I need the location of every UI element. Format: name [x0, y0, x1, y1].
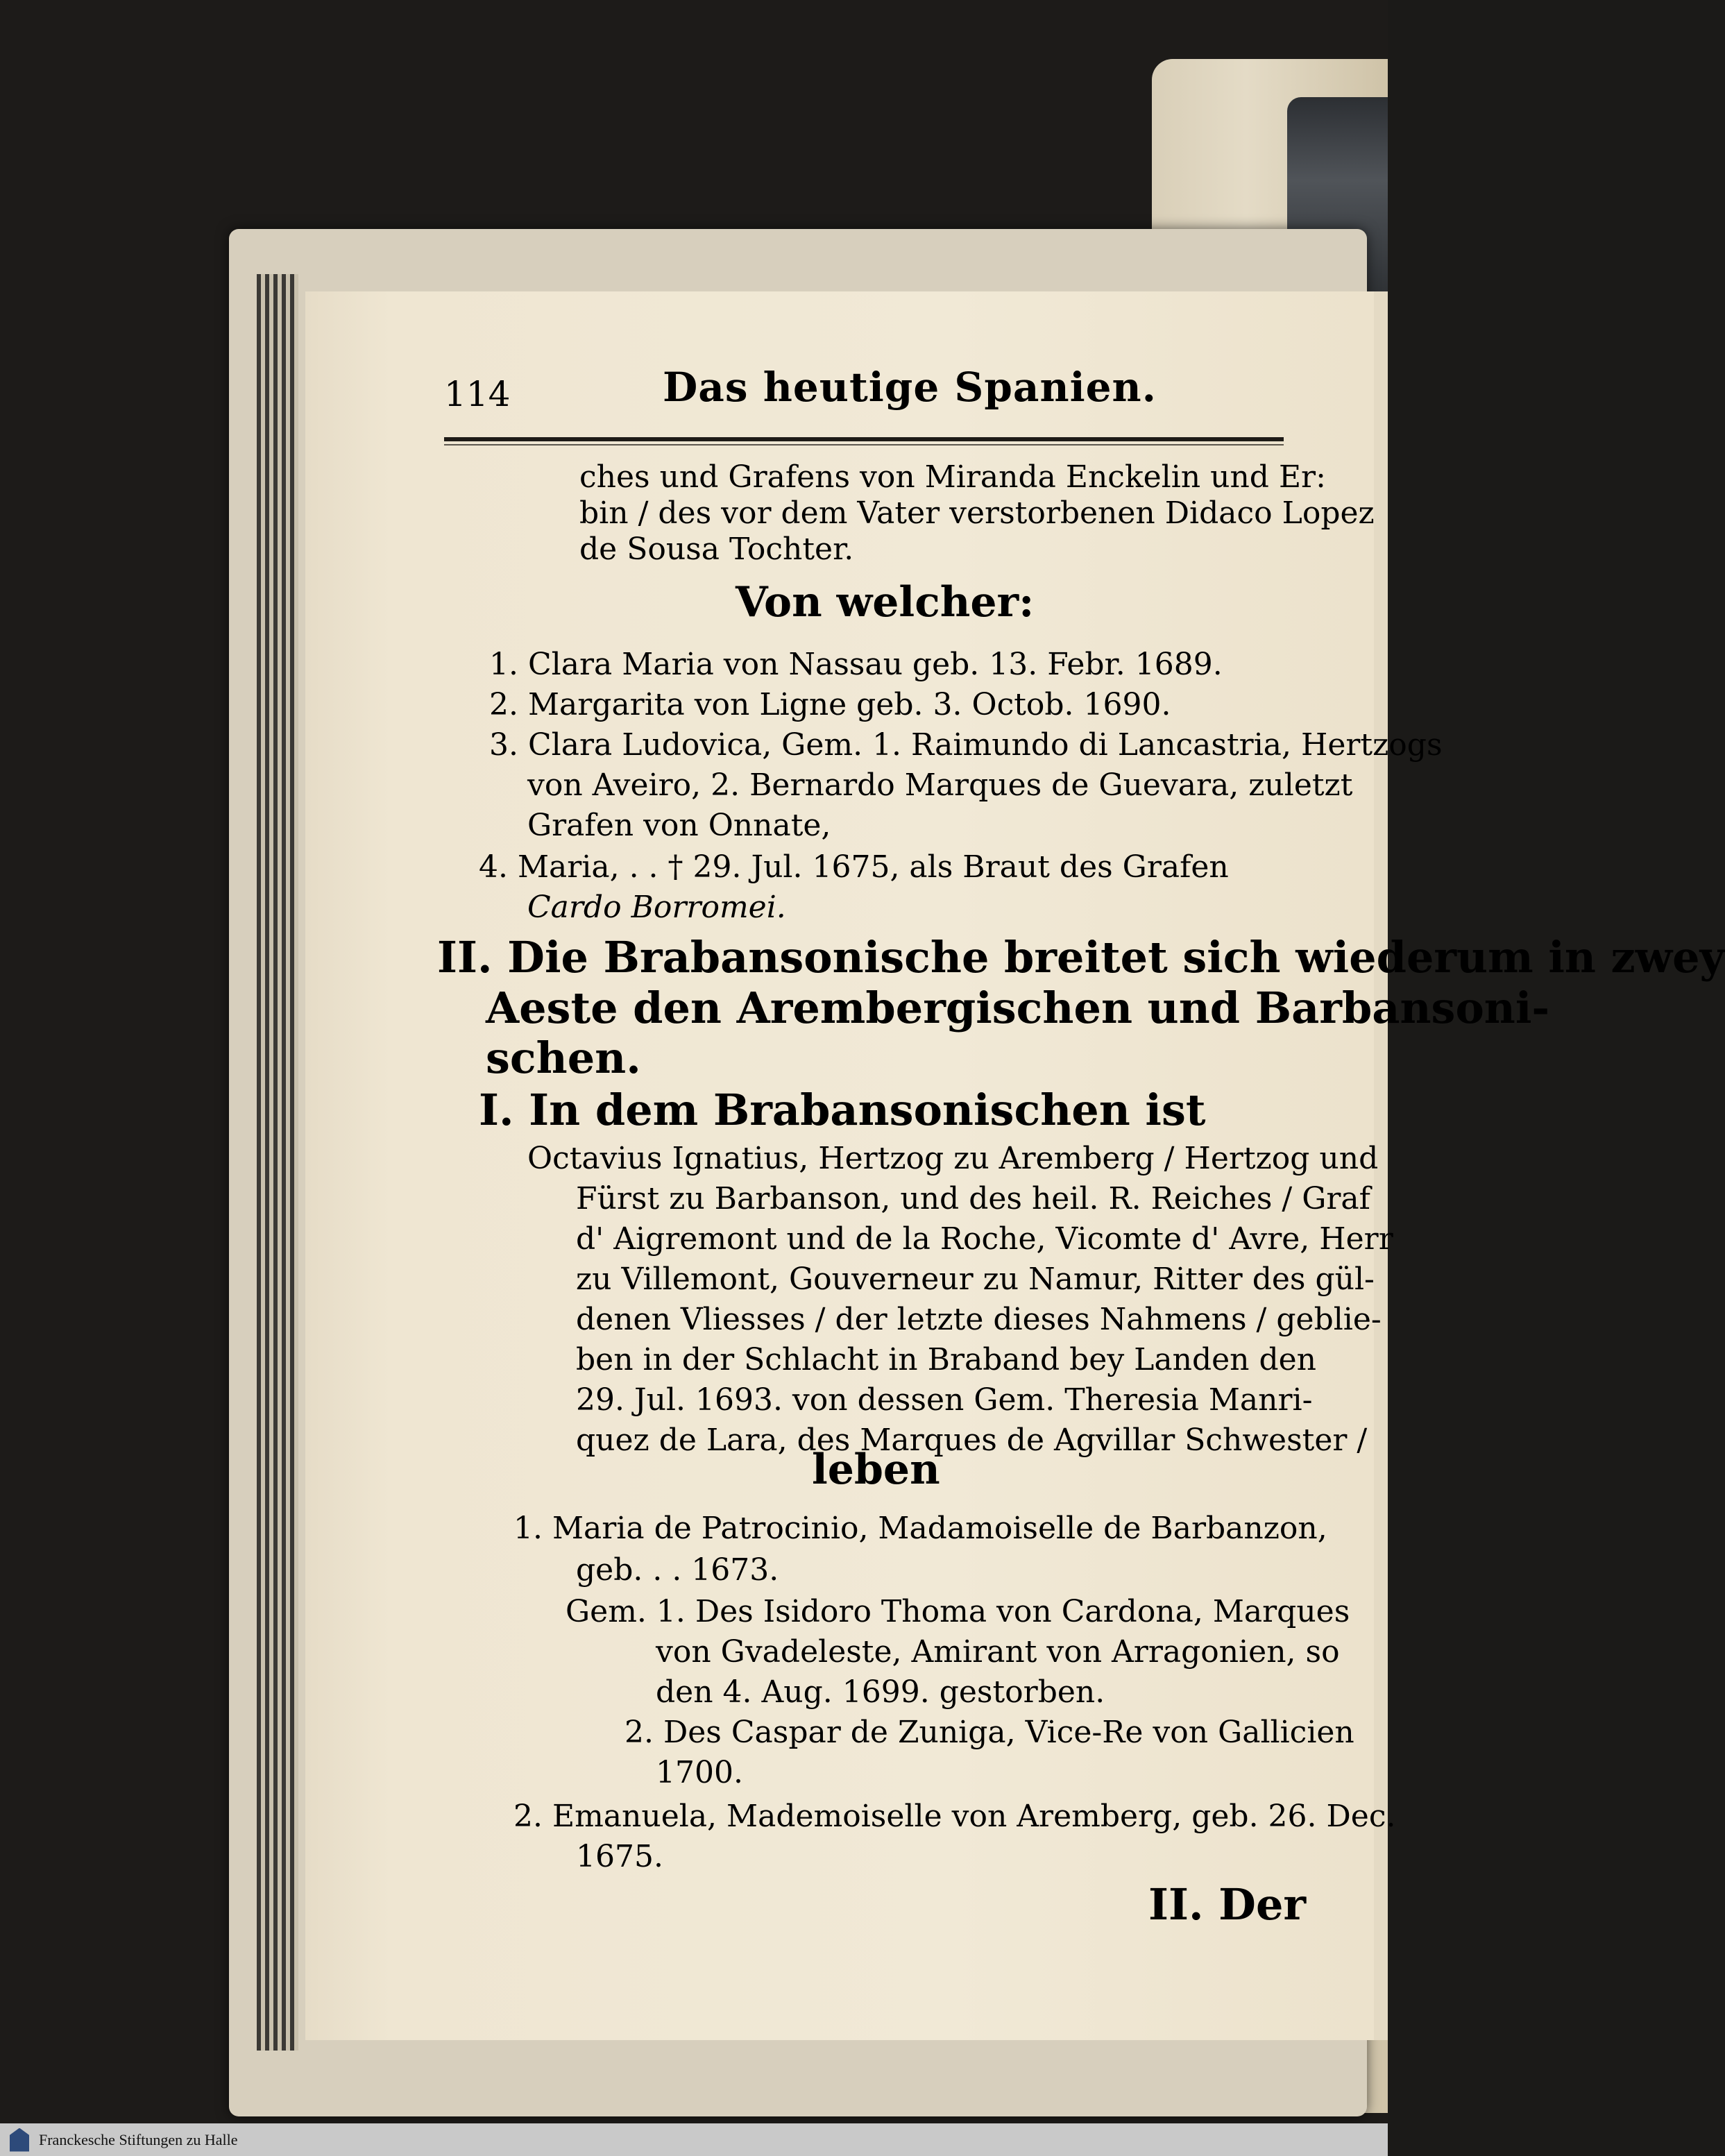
- text-line: ches und Grafens von Miranda Enckelin und Er:: [579, 459, 1326, 495]
- text-line: ben in der Schlacht in Braband bey Landen den: [576, 1342, 1317, 1377]
- section-heading: II. Die Brabansonische breitet sich wiederum in zwey: [437, 932, 1725, 983]
- list-item: 2. Margarita von Ligne geb. 3. Octob. 1690.: [489, 687, 1171, 722]
- text-line: de Sousa Tochter.: [579, 532, 854, 567]
- section-heading-cont: Aeste den Arembergischen und Barbansoni-: [486, 983, 1550, 1033]
- text-line: bin / des vor dem Vater verstorbenen Didaco Lopez: [579, 495, 1375, 531]
- list-item-cont: Grafen von Onnate,: [527, 808, 831, 843]
- list-item-cont: geb. . . 1673.: [576, 1552, 779, 1588]
- text-line: denen Vliesses / der letzte dieses Nahmens / geblie-: [576, 1302, 1382, 1337]
- header-rule: [444, 437, 1284, 441]
- subsection-heading: I. In dem Brabansonischen ist: [479, 1085, 1206, 1135]
- list-item-cont: von Aveiro, 2. Bernardo Marques de Guevara, zuletzt: [527, 767, 1353, 803]
- running-title: Das heutige Spanien.: [663, 364, 1157, 411]
- list-item: 3. Clara Ludovica, Gem. 1. Raimundo di Lancastria, Hertzogs: [489, 727, 1443, 763]
- text-line: Fürst zu Barbanson, und des heil. R. Reiches / Graf: [576, 1181, 1370, 1216]
- list-item: 1. Maria de Patrocinio, Madamoiselle de Barbanzon,: [513, 1511, 1327, 1546]
- list-item: Gem. 1. Des Isidoro Thoma von Cardona, Marques: [566, 1594, 1350, 1629]
- subheading: Von welcher:: [736, 578, 1035, 627]
- page-number: 114: [444, 374, 511, 414]
- list-item-cont: von Gvadeleste, Amirant von Arragonien, so: [656, 1634, 1340, 1670]
- header-rule-thin: [444, 444, 1284, 445]
- list-item: 1. Clara Maria von Nassau geb. 13. Febr. 1689.: [489, 647, 1223, 682]
- text-line: Octavius Ignatius, Hertzog zu Aremberg / Hertzog und: [527, 1141, 1379, 1176]
- text-line: quez de Lara, des Marques de Agvillar Schwester /: [576, 1423, 1368, 1458]
- section-heading-cont: schen.: [486, 1033, 641, 1083]
- list-item-cont: 1675.: [576, 1839, 663, 1874]
- list-item-cont: 1700.: [656, 1755, 743, 1790]
- institution-logo-icon: [10, 2128, 29, 2152]
- footer-bar: [0, 2123, 1388, 2156]
- page-edges: [257, 274, 298, 2051]
- footer-credit: Franckesche Stiftungen zu Halle: [39, 2130, 238, 2148]
- list-item: 2. Emanuela, Mademoiselle von Aremberg, geb. 26. Dec.: [513, 1799, 1396, 1834]
- text-line: d' Aigremont und de la Roche, Vicomte d' Avre, Herr: [576, 1221, 1393, 1257]
- catchword: II. Der: [1148, 1879, 1307, 1930]
- list-item-cont: Cardo Borromei.: [527, 890, 786, 925]
- list-item: 2. Des Caspar de Zuniga, Vice-Re von Gallicien: [624, 1715, 1354, 1750]
- list-item-cont: den 4. Aug. 1699. gestorben.: [656, 1674, 1105, 1710]
- text-line: 29. Jul. 1693. von dessen Gem. Theresia Manri-: [576, 1382, 1313, 1418]
- subheading: leben: [812, 1445, 940, 1494]
- list-item: 4. Maria, . . † 29. Jul. 1675, als Braut des Grafen: [479, 849, 1229, 885]
- text-line: zu Villemont, Gouverneur zu Namur, Ritter des gül-: [576, 1262, 1375, 1297]
